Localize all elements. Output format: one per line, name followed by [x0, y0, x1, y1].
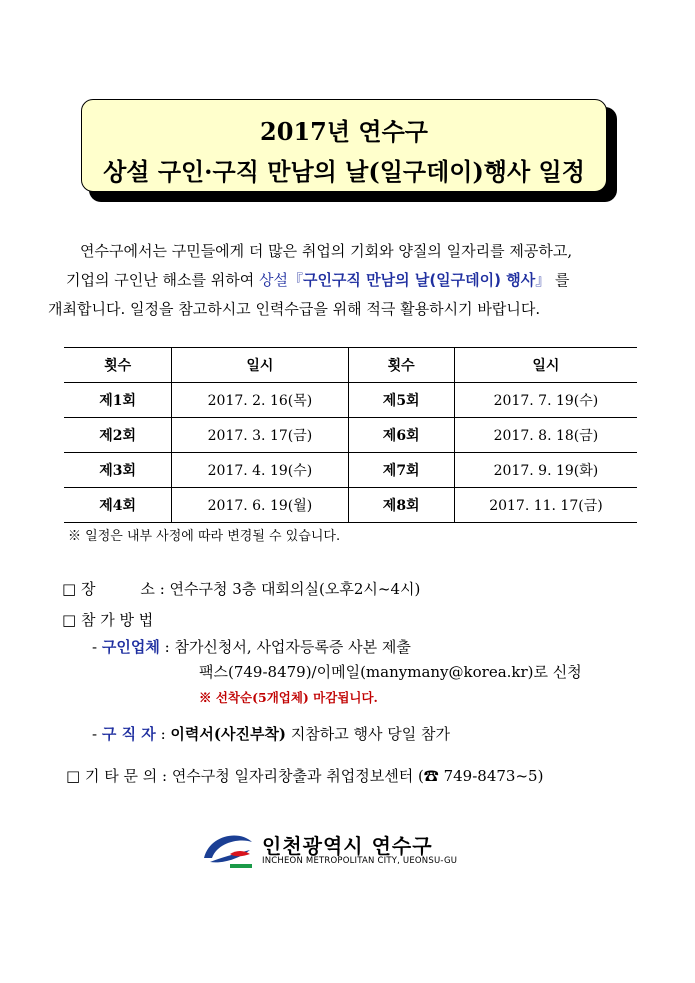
header-date-1: 일시 [172, 348, 348, 383]
intro-highlight-prefix: 상설『 [258, 271, 303, 289]
seeker-requirement: 이력서(사진부착) [170, 725, 287, 743]
seeker-line [92, 723, 450, 744]
round-cell: 제2회 [64, 418, 172, 453]
schedule-note: ※ 일정은 내부 사정에 따라 변경될 수 있습니다. [68, 529, 341, 544]
date-cell: 2017. 7. 19(수) [454, 383, 637, 418]
employer-colon: : [164, 638, 170, 656]
contact-line [66, 765, 543, 786]
date-cell: 2017. 6. 19(월) [172, 488, 348, 523]
logo-subtitle: INCHEON METROPOLITAN CITY, UEONSU-GU [262, 856, 458, 866]
seeker-dash: - [92, 725, 98, 743]
date-cell: 2017. 9. 19(화) [454, 453, 637, 488]
round-cell: 제6회 [348, 418, 454, 453]
place-line [62, 578, 420, 599]
intro-highlight: 구인구직 만남의 날(일구데이) 행사 [302, 271, 536, 289]
employer-label: 구인업체 [101, 638, 160, 656]
date-cell: 2017. 2. 16(목) [172, 383, 348, 418]
table-header-row [64, 348, 637, 383]
table-row [64, 418, 637, 453]
yeonsu-gu-logo [200, 828, 470, 872]
header-round-2: 횟수 [348, 348, 454, 383]
intro-line-2-pre: 기업의 구인난 해소를 위하여 [66, 271, 259, 289]
place-label: □ 장 소 : [62, 580, 165, 598]
intro-paragraph [48, 237, 648, 324]
employer-requirement: 참가신청서, 사업자등록증 사본 제출 [174, 638, 411, 656]
intro-line-2-post: 를 [555, 271, 570, 289]
round-cell: 제7회 [348, 453, 454, 488]
date-cell: 2017. 3. 17(금) [172, 418, 348, 453]
employer-line [92, 636, 411, 657]
yeonsu-gu-emblem-icon [200, 828, 256, 870]
contact-value: 연수구청 일자리창출과 취업정보센터 (☎ 749-8473~5) [171, 767, 544, 785]
intro-line-2 [48, 266, 648, 295]
intro-line-3: 개최합니다. 일정을 참고하시고 인력수급을 위해 적극 활용하시기 바랍니다. [48, 300, 541, 318]
table-row [64, 488, 637, 523]
title-event: 상설 구인·구직 만남의 날(일구데이)행사 일정 [103, 157, 585, 186]
employer-dash: - [92, 638, 98, 656]
date-cell: 2017. 8. 18(금) [454, 418, 637, 453]
date-cell: 2017. 11. 17(금) [454, 488, 637, 523]
header-round-1: 횟수 [64, 348, 172, 383]
method-heading: □ 참 가 방 법 [62, 611, 154, 629]
seeker-requirement-rest: 지참하고 행사 당일 참가 [286, 725, 451, 743]
table-row [64, 383, 637, 418]
employer-deadline-note: ※ 선착순(5개업체) 마감됩니다. [199, 690, 378, 705]
date-cell: 2017. 4. 19(수) [172, 453, 348, 488]
seeker-colon: : [160, 725, 166, 743]
round-cell: 제5회 [348, 383, 454, 418]
employer-contact: 팩스(749-8479)/이메일(manymany@korea.kr)로 신청 [199, 663, 582, 681]
intro-highlight-suffix: 』 [535, 271, 551, 289]
title-box [81, 99, 607, 192]
contact-label: □ 기 타 문 의 : [66, 767, 168, 785]
place-value: 연수구청 3층 대회의실(오후2시~4시) [169, 580, 421, 598]
title-year: 2017년 연수구 [260, 117, 428, 146]
header-date-2: 일시 [454, 348, 637, 383]
round-cell: 제4회 [64, 488, 172, 523]
logo-name: 인천광역시 연수구 [262, 834, 433, 858]
round-cell: 제3회 [64, 453, 172, 488]
round-cell: 제8회 [348, 488, 454, 523]
schedule-table [64, 347, 637, 523]
seeker-label: 구 직 자 [101, 725, 156, 743]
round-cell: 제1회 [64, 383, 172, 418]
table-row [64, 453, 637, 488]
intro-line-1: 연수구에서는 구민들에게 더 많은 취업의 기회와 양질의 일자리를 제공하고, [80, 242, 573, 260]
